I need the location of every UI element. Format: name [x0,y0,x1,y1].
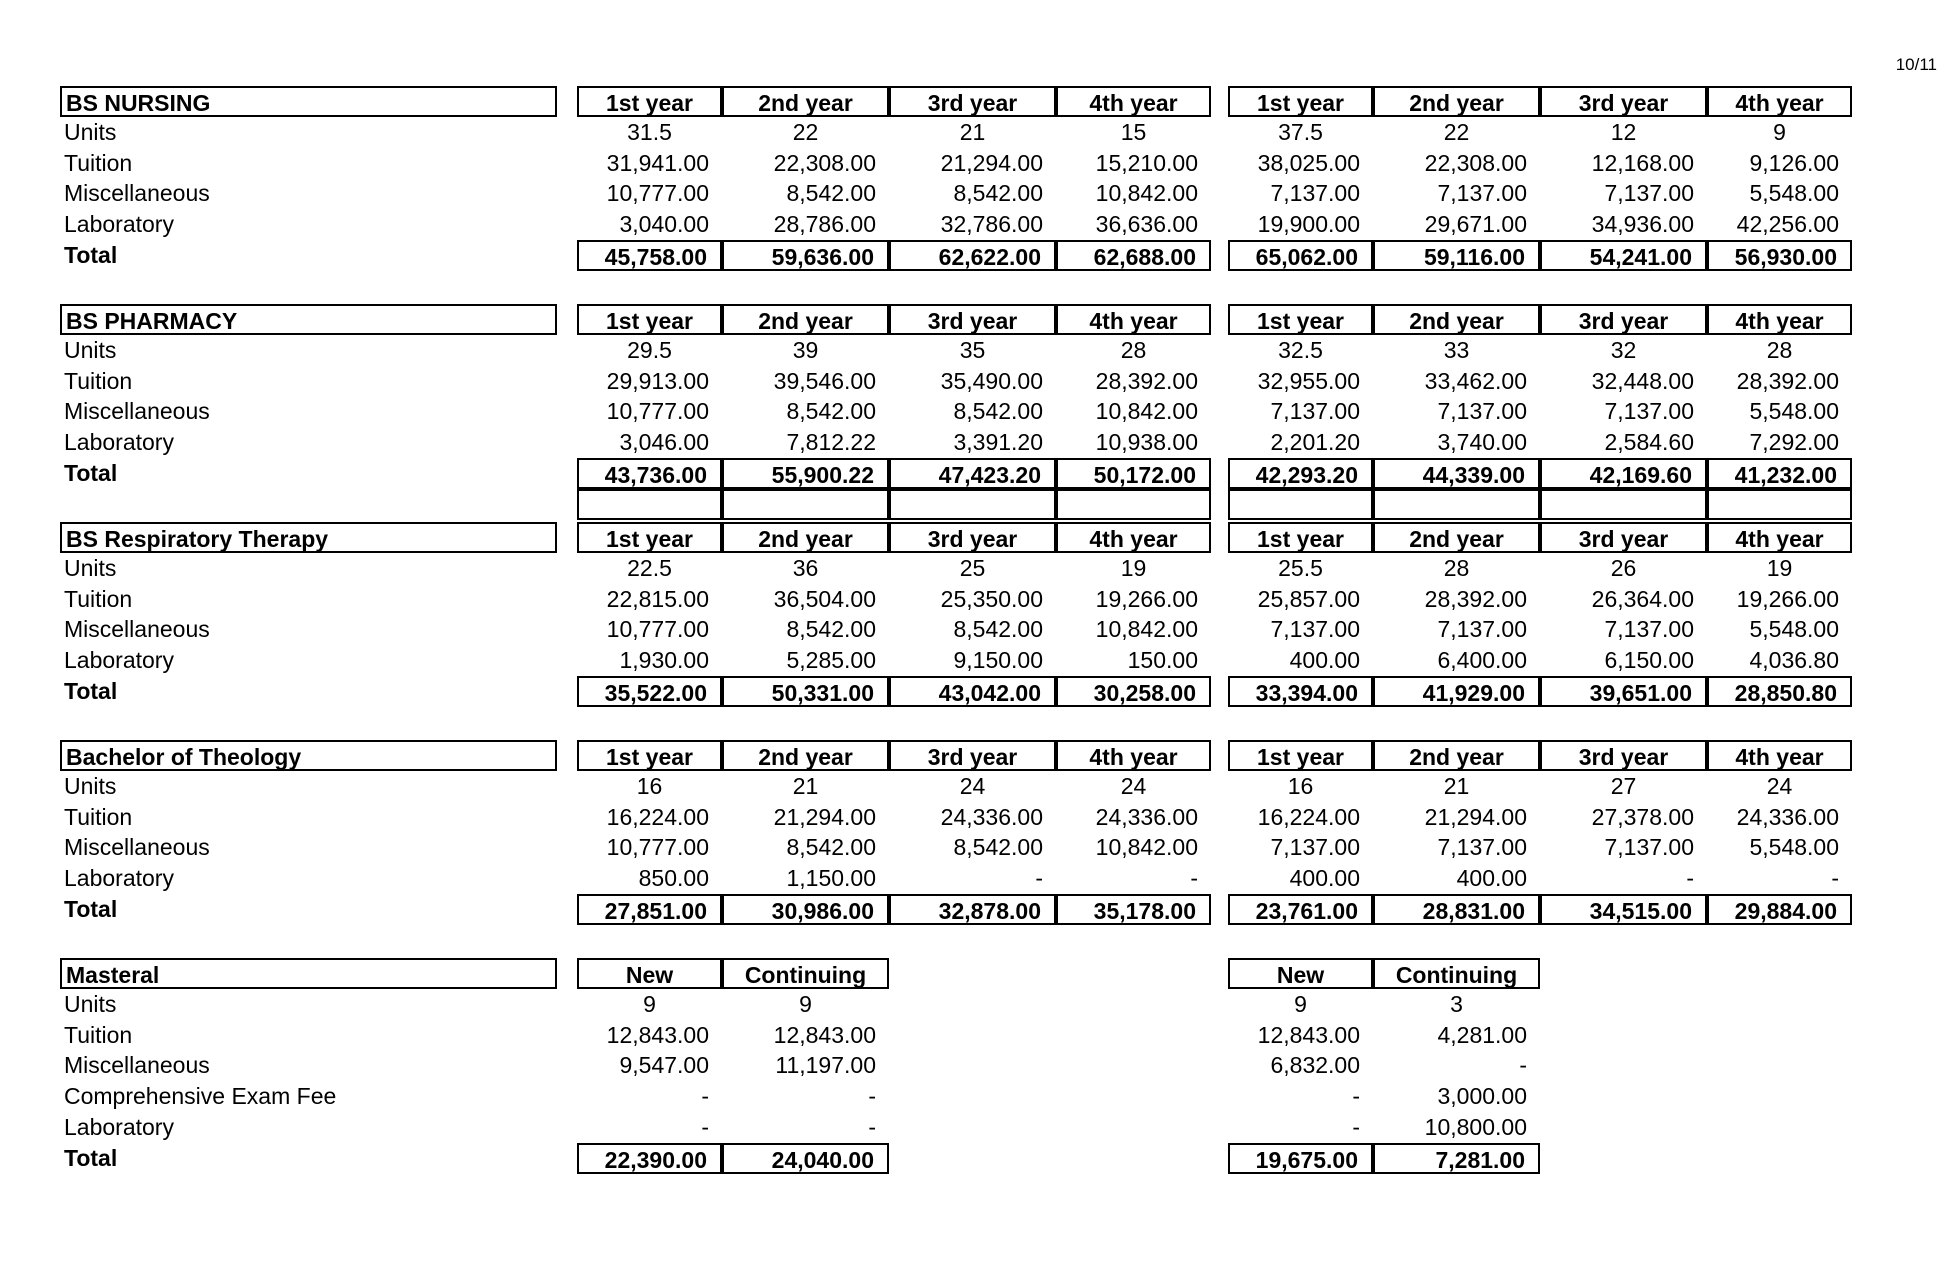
column-header: 3rd year [889,86,1056,117]
total-cell: 22,390.00 [577,1143,722,1174]
table-cell: 32,448.00 [1591,368,1694,394]
row-label-laboratory: Laboratory [64,429,174,455]
table-cell: 7,292.00 [1749,429,1839,455]
table-cell: 7,137.00 [1270,616,1360,642]
total-cell: 43,736.00 [577,458,722,489]
total-cell: 47,423.20 [889,458,1056,489]
table-cell: 29,913.00 [606,368,709,394]
section-title: Bachelor of Theology [60,740,557,771]
table-cell: 10,777.00 [606,398,709,424]
table-cell: 7,137.00 [1270,834,1360,860]
table-cell: 24 [959,773,986,799]
table-cell: 10,842.00 [1095,398,1198,424]
table-cell: 19,900.00 [1257,211,1360,237]
table-cell: 11,197.00 [775,1052,876,1078]
column-header: New [577,958,722,989]
table-cell: 850.00 [638,865,709,891]
column-header: 1st year [1228,740,1373,771]
column-header: 3rd year [889,522,1056,553]
table-cell: 31.5 [627,119,672,145]
table-cell: 7,137.00 [1437,616,1527,642]
table-cell: 1,150.00 [786,865,876,891]
table-cell: 10,842.00 [1095,834,1198,860]
table-cell: 36,504.00 [773,586,876,612]
table-cell: 8,542.00 [786,180,876,206]
table-cell: 24,336.00 [1095,804,1198,830]
column-header: 3rd year [1540,740,1707,771]
table-cell: 8,542.00 [786,834,876,860]
row-label-tuition: Tuition [64,804,133,830]
total-cell: 62,622.00 [889,240,1056,271]
total-cell: 43,042.00 [889,676,1056,707]
table-cell: 5,548.00 [1749,180,1839,206]
table-cell: 22,308.00 [1424,150,1527,176]
table-cell: 37.5 [1278,119,1323,145]
column-header: Continuing [1373,958,1540,989]
table-cell: - [1352,1114,1360,1140]
section-title: Masteral [60,958,557,989]
table-cell: 28 [1120,337,1147,363]
total-cell: 45,758.00 [577,240,722,271]
table-cell: 10,777.00 [606,180,709,206]
column-header: 3rd year [1540,522,1707,553]
table-cell: 6,832.00 [1270,1052,1360,1078]
table-cell: 24 [1120,773,1147,799]
row-label-miscellaneous: Miscellaneous [64,180,210,206]
table-cell: - [868,1114,876,1140]
total-cell: 42,169.60 [1540,458,1707,489]
empty-cell [577,489,722,520]
table-cell: 28,786.00 [773,211,876,237]
table-cell: 10,800.00 [1424,1114,1527,1140]
table-cell: 4,281.00 [1437,1022,1527,1048]
table-cell: 16 [1287,773,1314,799]
table-cell: 35 [959,337,986,363]
column-header: 4th year [1056,522,1211,553]
table-cell: 3,040.00 [619,211,709,237]
table-cell: 6,400.00 [1437,647,1527,673]
row-label-miscellaneous: Miscellaneous [64,1052,210,1078]
table-cell: 27,378.00 [1591,804,1694,830]
table-cell: 10,777.00 [606,834,709,860]
total-cell: 30,986.00 [722,894,889,925]
row-label-total: Total [64,678,118,704]
total-cell: 7,281.00 [1373,1143,1540,1174]
section-title: BS NURSING [60,86,557,117]
row-label-tuition: Tuition [64,1022,133,1048]
table-cell: 27 [1610,773,1637,799]
section-title: BS Respiratory Therapy [60,522,557,553]
total-cell: 62,688.00 [1056,240,1211,271]
column-header: 4th year [1056,304,1211,335]
table-cell: 8,542.00 [786,398,876,424]
column-header: 2nd year [722,522,889,553]
column-header: 4th year [1056,740,1211,771]
table-cell: 16 [636,773,663,799]
column-header: 2nd year [1373,522,1540,553]
table-cell: 12 [1610,119,1637,145]
total-cell: 39,651.00 [1540,676,1707,707]
row-label-comprehensive-exam-fee: Comprehensive Exam Fee [64,1083,337,1109]
column-header: 4th year [1707,86,1852,117]
row-label-laboratory: Laboratory [64,865,174,891]
table-cell: 10,842.00 [1095,616,1198,642]
column-header: 2nd year [722,740,889,771]
table-cell: 35,490.00 [940,368,1043,394]
table-cell: 10,777.00 [606,616,709,642]
table-cell: 10,842.00 [1095,180,1198,206]
row-label-units: Units [64,119,117,145]
empty-cell [889,489,1056,520]
total-cell: 54,241.00 [1540,240,1707,271]
table-cell: 15,210.00 [1095,150,1198,176]
row-label-units: Units [64,991,117,1017]
table-cell: - [701,1083,709,1109]
table-cell: 8,542.00 [953,616,1043,642]
column-header: 2nd year [722,304,889,335]
table-cell: - [701,1114,709,1140]
table-cell: 9 [1294,991,1307,1017]
table-cell: 9 [799,991,812,1017]
table-cell: - [1831,865,1839,891]
total-cell: 50,172.00 [1056,458,1211,489]
table-cell: 39,546.00 [773,368,876,394]
table-cell: 7,137.00 [1604,180,1694,206]
table-cell: 29.5 [627,337,672,363]
table-cell: 7,137.00 [1604,398,1694,424]
table-cell: 16,224.00 [1257,804,1360,830]
total-cell: 42,293.20 [1228,458,1373,489]
column-header: 1st year [1228,86,1373,117]
table-cell: 34,936.00 [1591,211,1694,237]
row-label-laboratory: Laboratory [64,1114,174,1140]
total-cell: 41,929.00 [1373,676,1540,707]
table-cell: - [1035,865,1043,891]
table-cell: - [1352,1083,1360,1109]
table-cell: 19 [1120,555,1147,581]
table-cell: 29,671.00 [1424,211,1527,237]
table-cell: 33,462.00 [1424,368,1527,394]
column-header: 2nd year [1373,304,1540,335]
total-cell: 34,515.00 [1540,894,1707,925]
row-label-laboratory: Laboratory [64,211,174,237]
table-cell: 26 [1610,555,1637,581]
table-cell: 31,941.00 [606,150,709,176]
table-cell: 1,930.00 [619,647,709,673]
total-cell: 19,675.00 [1228,1143,1373,1174]
table-cell: 32.5 [1278,337,1323,363]
table-cell: 400.00 [1289,865,1360,891]
table-cell: 32 [1610,337,1637,363]
table-cell: 19,266.00 [1736,586,1839,612]
empty-cell [1373,489,1540,520]
table-cell: 2,584.60 [1604,429,1694,455]
table-cell: 10,938.00 [1095,429,1198,455]
column-header: 3rd year [1540,86,1707,117]
column-header: 4th year [1707,740,1852,771]
column-header: 1st year [1228,304,1373,335]
total-cell: 44,339.00 [1373,458,1540,489]
row-label-tuition: Tuition [64,150,133,176]
table-cell: 38,025.00 [1257,150,1360,176]
table-cell: 400.00 [1456,865,1527,891]
total-cell: 50,331.00 [722,676,889,707]
table-cell: 7,137.00 [1604,616,1694,642]
table-cell: 9,547.00 [619,1052,709,1078]
row-label-units: Units [64,337,117,363]
section-title: BS PHARMACY [60,304,557,335]
column-header: 4th year [1707,304,1852,335]
table-cell: 25,350.00 [940,586,1043,612]
total-cell: 28,831.00 [1373,894,1540,925]
table-cell: 3,740.00 [1437,429,1527,455]
total-cell: 59,116.00 [1373,240,1540,271]
row-label-total: Total [64,896,118,922]
table-cell: 21 [959,119,986,145]
table-cell: 21,294.00 [773,804,876,830]
table-cell: - [1519,1052,1527,1078]
empty-cell [1540,489,1707,520]
row-label-laboratory: Laboratory [64,647,174,673]
table-cell: 24 [1766,773,1793,799]
column-header: 2nd year [722,86,889,117]
table-cell: 22 [1443,119,1470,145]
column-header: Continuing [722,958,889,989]
table-cell: 21,294.00 [940,150,1043,176]
total-cell: 56,930.00 [1707,240,1852,271]
row-label-units: Units [64,773,117,799]
table-cell: - [1190,865,1198,891]
total-cell: 24,040.00 [722,1143,889,1174]
table-cell: 42,256.00 [1736,211,1839,237]
table-cell: 25 [959,555,986,581]
table-cell: 12,843.00 [1257,1022,1360,1048]
table-cell: 22.5 [627,555,672,581]
table-cell: 7,812.22 [786,429,876,455]
column-header: 4th year [1056,86,1211,117]
table-cell: 28,392.00 [1095,368,1198,394]
table-cell: 3,046.00 [619,429,709,455]
table-cell: 19 [1766,555,1793,581]
total-cell: 35,178.00 [1056,894,1211,925]
empty-cell [1056,489,1211,520]
table-cell: 3,000.00 [1437,1083,1527,1109]
table-cell: 8,542.00 [786,616,876,642]
table-cell: 7,137.00 [1437,834,1527,860]
empty-cell [1228,489,1373,520]
total-cell: 27,851.00 [577,894,722,925]
table-cell: 19,266.00 [1095,586,1198,612]
table-cell: 4,036.80 [1749,647,1839,673]
table-cell: 36 [792,555,819,581]
total-cell: 59,636.00 [722,240,889,271]
table-cell: 28 [1443,555,1470,581]
total-cell: 35,522.00 [577,676,722,707]
table-cell: 7,137.00 [1270,180,1360,206]
total-cell: 55,900.22 [722,458,889,489]
total-cell: 41,232.00 [1707,458,1852,489]
table-cell: 2,201.20 [1270,429,1360,455]
row-label-tuition: Tuition [64,368,133,394]
table-cell: 28 [1766,337,1793,363]
table-cell: 39 [792,337,819,363]
table-cell: 12,843.00 [773,1022,876,1048]
table-cell: 21 [792,773,819,799]
table-cell: 28,392.00 [1736,368,1839,394]
row-label-miscellaneous: Miscellaneous [64,834,210,860]
table-cell: 5,548.00 [1749,834,1839,860]
column-header: 1st year [577,522,722,553]
empty-cell [1707,489,1852,520]
table-cell: 12,843.00 [606,1022,709,1048]
table-cell: 32,955.00 [1257,368,1360,394]
table-cell: 9,126.00 [1749,150,1839,176]
table-cell: 6,150.00 [1604,647,1694,673]
table-cell: 8,542.00 [953,180,1043,206]
table-cell: 16,224.00 [606,804,709,830]
page-number: 10/11 [1895,55,1937,74]
table-cell: 5,548.00 [1749,398,1839,424]
column-header: 1st year [577,86,722,117]
row-label-miscellaneous: Miscellaneous [64,398,210,424]
table-cell: 36,636.00 [1095,211,1198,237]
table-cell: 25.5 [1278,555,1323,581]
table-cell: 25,857.00 [1257,586,1360,612]
table-cell: - [1686,865,1694,891]
row-label-total: Total [64,1145,118,1171]
total-cell: 30,258.00 [1056,676,1211,707]
total-cell: 29,884.00 [1707,894,1852,925]
table-cell: 7,137.00 [1437,180,1527,206]
row-label-miscellaneous: Miscellaneous [64,616,210,642]
column-header: 1st year [1228,522,1373,553]
table-cell: 9 [1773,119,1786,145]
column-header: 2nd year [1373,86,1540,117]
table-cell: - [868,1083,876,1109]
row-label-tuition: Tuition [64,586,133,612]
empty-cell [722,489,889,520]
total-cell: 65,062.00 [1228,240,1373,271]
row-label-units: Units [64,555,117,581]
table-cell: 9 [643,991,656,1017]
table-cell: 15 [1120,119,1147,145]
column-header: 1st year [577,304,722,335]
table-cell: 22,308.00 [773,150,876,176]
table-cell: 5,548.00 [1749,616,1839,642]
table-cell: 21,294.00 [1424,804,1527,830]
table-cell: 28,392.00 [1424,586,1527,612]
table-cell: 7,137.00 [1437,398,1527,424]
table-cell: 3,391.20 [953,429,1043,455]
table-cell: 5,285.00 [786,647,876,673]
column-header: 3rd year [1540,304,1707,335]
table-cell: 22 [792,119,819,145]
table-cell: 150.00 [1127,647,1198,673]
table-cell: 12,168.00 [1591,150,1694,176]
table-cell: 9,150.00 [953,647,1043,673]
total-cell: 28,850.80 [1707,676,1852,707]
table-cell: 33 [1443,337,1470,363]
total-cell: 32,878.00 [889,894,1056,925]
column-header: 1st year [577,740,722,771]
column-header: 2nd year [1373,740,1540,771]
row-label-total: Total [64,242,118,268]
total-cell: 33,394.00 [1228,676,1373,707]
table-cell: 3 [1450,991,1463,1017]
table-cell: 26,364.00 [1591,586,1694,612]
table-cell: 7,137.00 [1270,398,1360,424]
table-cell: 24,336.00 [940,804,1043,830]
table-cell: 21 [1443,773,1470,799]
table-cell: 24,336.00 [1736,804,1839,830]
table-cell: 8,542.00 [953,834,1043,860]
table-cell: 8,542.00 [953,398,1043,424]
column-header: 3rd year [889,740,1056,771]
table-cell: 7,137.00 [1604,834,1694,860]
column-header: 3rd year [889,304,1056,335]
table-cell: 400.00 [1289,647,1360,673]
table-cell: 22,815.00 [606,586,709,612]
column-header: 4th year [1707,522,1852,553]
column-header: New [1228,958,1373,989]
table-cell: 32,786.00 [940,211,1043,237]
row-label-total: Total [64,460,118,486]
total-cell: 23,761.00 [1228,894,1373,925]
